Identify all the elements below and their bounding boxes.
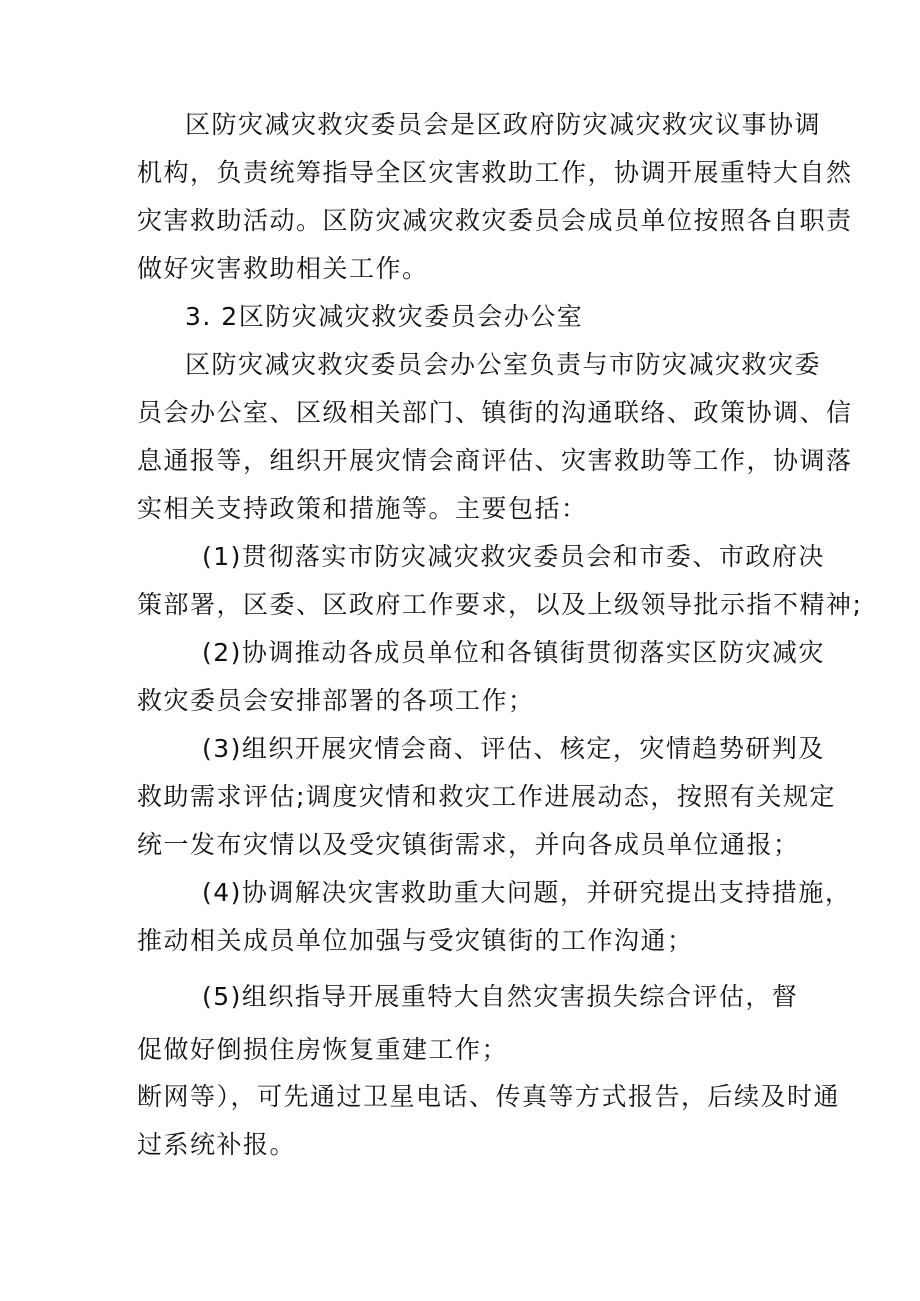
paragraph-2-line-3: 息通报等，组织开展灾情会商评估、灾害救助等工作，协调落	[137, 446, 853, 475]
list-item-2-line-2: 救灾委员会安排部署的各项工作；	[137, 686, 535, 715]
list-item-5-line-2: 促做好倒损住房恢复重建工作；	[137, 1035, 509, 1064]
paragraph-1-line-2: 机构，负责统筹指导全区灾害救助工作，协调开展重特大自然	[137, 158, 853, 187]
list-item-3-line-1: (3)组织开展灾情会商、评估、核定，灾情趋势研判及	[202, 734, 825, 763]
paragraph-1-line-1: 区防灾减灾救灾委员会是区政府防灾减灾救灾议事协调	[185, 110, 822, 139]
list-item-4-line-1: (4)协调解决灾害救助重大问题，并研究提出支持措施，	[202, 878, 852, 907]
paragraph-3-line-2: 过系统补报。	[137, 1130, 297, 1159]
list-item-4-line-2: 推动相关成员单位加强与受灾镇街的工作沟通；	[137, 926, 694, 955]
list-item-2-line-1: (2)协调推动各成员单位和各镇街贯彻落实区防灾减灾	[202, 638, 825, 667]
paragraph-2-line-2: 员会办公室、区级相关部门、镇街的沟通联络、政策协调、信	[137, 398, 853, 427]
list-item-5-line-1: (5)组织指导开展重特大自然灾害损失综合评估，督	[202, 982, 799, 1011]
list-item-1-line-1: (1)贯彻落实市防灾减灾救灾委员会和市委、市政府决	[202, 542, 825, 571]
list-item-1-line-2: 策部署，区委、区政府工作要求，以及上级领导批示指不精神;	[137, 590, 863, 619]
paragraph-1-line-4: 做好灾害救助相关工作。	[137, 254, 429, 283]
list-item-3-line-2: 救助需求评估;调度灾情和救灾工作进展动态，按照有关规定	[137, 782, 836, 811]
section-heading: 3. 2区防灾减灾救灾委员会办公室	[185, 302, 584, 331]
paragraph-1-line-3: 灾害救助活动。区防灾减灾救灾委员会成员单位按照各自职责	[137, 206, 853, 235]
list-item-3-line-3: 统一发布灾情以及受灾镇街需求，并向各成员单位通报；	[137, 830, 800, 859]
paragraph-2-line-1: 区防灾减灾救灾委员会办公室负责与市防灾减灾救灾委	[185, 350, 822, 379]
paragraph-2-line-4: 实相关支持政策和措施等。主要包括：	[137, 494, 588, 523]
paragraph-3-line-1: 断网等），可先通过卫星电话、传真等方式报告，后续及时通	[137, 1082, 841, 1111]
